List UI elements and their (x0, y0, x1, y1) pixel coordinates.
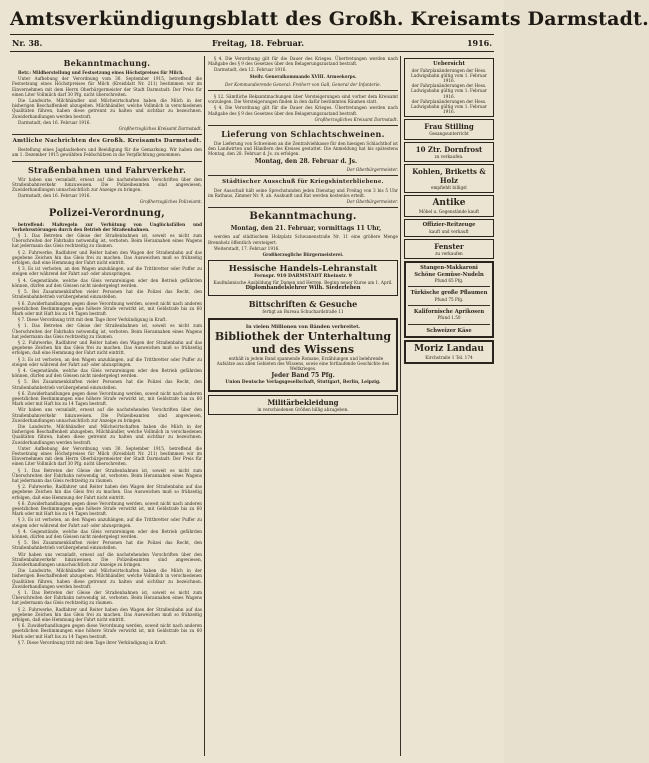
ad-text: in verschiedenen Größen billig abzugeben. (257, 407, 349, 413)
heading-kriegshinterbliebene: Städtischer Ausschuß für Kriegshinterbliebene. (222, 178, 384, 185)
ordinance-paragraph: § 2. Fuhrwerke, Radfahrer und Reiter haben den Wagen der Straßenbahn auf das gegebene Zeichen hin das Gleis frei zu machen. Das Ausweichen muß so frühzeitig erfolgen, daß eine Hemmung der Fahrt nicht eintritt. (12, 249, 202, 266)
divider (208, 90, 398, 91)
column-divider-2 (400, 56, 401, 756)
ad-text: kauft und verkauft (429, 228, 469, 234)
ordinance-paragraph: Wir haben uns veranlaßt, erneut auf die nachstehenden Vorschriften über den Straßenbahnverkehr hinzuweisen. Die Polizeibeamten sind angewiesen, Zuwiderhandlungen unnachsichtlich zur Anzeige zu bringen. (12, 551, 202, 568)
notice-paragraph: § 4. Die Verordnung gilt für die Dauer des Krieges. Übertretungen werden nach Maßgabe des § 9 des Gesetzes über den Belagerungszustand bestraft. (208, 56, 398, 67)
ordinance-paragraph: § 5. Bei Zusammenkünften vieler Personen hat die Polizei das Recht, den Straßenbahnbetrieb vorübergehend einzustellen. (12, 540, 202, 551)
ad-antike (404, 195, 494, 217)
ad-handels-lehranstalt (208, 260, 398, 296)
ordinance-paragraph: § 6. Zuwiderhandlungen gegen diese Verordnung werden, soweit nicht nach anderen gesetzlichen Bestimmungen eine höhere Strafe verwirkt ist, mit Geldstrafe bis zu 60 Mark oder mit Haft bis zu 14 Tagen bestraft. (12, 390, 202, 407)
ad-title: Türkische große Pflaumen (410, 290, 488, 297)
ad-text: enthält in jedem Band spannende Romane, Erzählungen und belehrende Aufsätze aus allen Gebieten des Wissens, sowie eine fortlaufende Geschichte des Weltkrieges. (216, 355, 390, 372)
divider (12, 161, 202, 162)
ad-text: der Fahrplanänderungen der Hess. Ludwigsbahn gültig vom 1. Februar 1916. (410, 83, 488, 99)
column-3 (404, 56, 494, 756)
ad-price: Pfund 1.50 (437, 315, 461, 321)
ad-text: Möbel u. Gegenstände kauft (418, 208, 480, 214)
ad-title: 10 Ztr. Dornfrost (415, 144, 483, 154)
divider (12, 134, 202, 135)
notice-signature-sub: Der Kommandierende General: Freiherr von Gall, General der Infanterie. (225, 81, 381, 87)
issue-date: Freitag, 18. Februar. (212, 38, 305, 48)
ad-title: Militärbekleidung (267, 398, 339, 408)
notice-date: Weiterstadt, 17. Februar 1916. (214, 245, 280, 251)
notice-signature: Der Oberbürgermeister. (346, 166, 398, 172)
ad-title: Hessische Handels-Lehranstalt (228, 264, 378, 275)
ad-moriz-landau (404, 340, 494, 364)
ad-kohlen (404, 164, 494, 193)
ordinance-paragraph: § 5. Bei Zusammenkünften vieler Personen hat die Polizei das Recht, den Straßenbahnbetrieb vorübergehend einzustellen. (12, 289, 202, 300)
notice-date: Darmstadt, den 16. Februar 1916. (18, 193, 91, 199)
divider (208, 207, 398, 208)
ad-text: der Fahrplanänderungen der Hess. Ludwigsbahn gültig vom 1. Februar 1916. (410, 98, 488, 115)
column-divider-1 (204, 56, 205, 756)
ordinance-paragraph: § 4. Gegenstände, welche das Gleis verunreinigen oder den Betrieb gefährden können, dürfen auf den Gleisen nicht niedergelegt werden. (12, 367, 202, 379)
notice-paragraph: Wir haben uns veranlaßt, erneut auf die nachstehenden Vorschriften über den Straßenbahnverkehr hinzuweisen. Die Polizeibeamten sind angewiesen, Zuwiderhandlungen unnachsichtlich zur Anzeige zu bringen. (12, 176, 202, 193)
ad-title: Schweizer Käse (426, 327, 472, 334)
masthead-rule-bottom (10, 51, 494, 52)
issue-line (12, 38, 492, 50)
ad-title: Kohlen, Briketts & Holz (412, 166, 486, 185)
ordinance-paragraph: § 7. Diese Verordnung tritt mit dem Tage ihrer Verkündigung in Kraft. (18, 317, 167, 323)
ordinance-paragraph: § 4. Gegenstände, welche das Gleis verunreinigen oder den Betrieb gefährden können, dürfen auf den Gleisen nicht niedergelegt werden. (12, 528, 202, 540)
ad-offizier-reitzeuge (404, 219, 494, 237)
ad-text: empfiehlt billigst (430, 184, 467, 190)
masthead-rule-top (10, 34, 494, 35)
ordinance-paragraph: § 1. Das Betreten der Gleise der Straßenbahnen ist, soweit es nicht zum Überschreiten der Fahrbahn notwendig ist, verboten. Beim Herannahen eines Wagens hat jedermann das Gleis rechtzeitig zu räumen. (12, 590, 202, 606)
ordinance-paragraph: § 4. Gegenstände, welche das Gleis verunreinigen oder den Betrieb gefährden können, dürfen auf den Gleisen nicht niedergelegt werden. (12, 277, 202, 288)
ad-text: Kirchstraße 1 Tel. 174 (425, 355, 473, 361)
ad-title: Offizier-Reitzeuge (422, 222, 476, 229)
ordinance-paragraph: § 6. Zuwiderhandlungen gegen diese Verordnung werden, soweit nicht nach anderen gesetzlichen Bestimmungen eine höhere Strafe verwirkt ist, mit Geldstrafe bis zu 60 Mark oder mit Haft bis zu 14 Tagen bestraft. (12, 500, 202, 517)
notice-signature: Stellv. Generalkommando XVIII. Armeekorps. (249, 73, 357, 79)
notice-signature: Großherzogliches Kreisamt Darmstadt. (314, 116, 398, 122)
ad-text: zu verkaufen. (434, 153, 464, 159)
notice-paragraph: § 4. Die Verordnung gilt für die Dauer des Krieges. Übertretungen werden nach Maßgabe des § 9 des Gesetzes über den Belagerungszustand bestraft. (208, 105, 398, 116)
ad-text: fertigt an Bureau Schuchardstraße 11 (262, 309, 344, 315)
notice-subject: Betr.: Mildherstellung und Festsetzung eines Höchstpreises für Milch. (18, 70, 184, 75)
column-1 (12, 56, 202, 756)
ad-title: Bittschriften & Gesuche (248, 299, 358, 310)
ad-makkaroni (404, 261, 494, 338)
notice-paragraph: § 12. Sämtliche Bekanntmachungen über Versteigerungen sind vorher dem Kreisamt vorzulegen. Die Versteigerungen finden in den dafür bestimmten Räumen statt. (208, 94, 398, 105)
ad-price: Pfund 75 Pfg. (434, 296, 464, 302)
ad-text: der Fahrplanänderungen der Hess. Ludwigsbahn gültig vom 1. Februar 1916. (410, 67, 488, 83)
heading-amtliche-nachrichten: Amtliche Nachrichten des Großh. Kreisamts Darmstadt. (12, 138, 202, 145)
ordinance-paragraph: § 3. Es ist verboten, an den Wagen anzuhängen, auf die Trittbretter oder Puffer zu steigen oder während der Fahrt auf- oder abzuspringen. (12, 266, 202, 277)
issue-number: Nr. 38. (12, 38, 43, 48)
ad-bittschriften (208, 299, 398, 314)
ad-title: Fenster (434, 241, 464, 251)
notice-paragraph: Die Landwirte, Milchhändler und Milchwirtschaften haben die Milch in der bisherigen Beschaffenheit abzugeben. Milchhändler, welche Vollmilch in verschiedenen Qualitäten führen, haben diese getrennt zu halten und sichtbar zu bezeichnen. Zuwiderhandlungen werden bestraft. (12, 98, 202, 119)
notice-signature: Großherzogliche Bürgermeisterei. (262, 252, 344, 258)
ad-contact: Fernspr. 910 DARMSTADT Rheinstr. 9 (254, 274, 352, 280)
notice-paragraph: Die Lieferung von Schweinen an die Zentralviehkasse für den hiesigen Schlachthof ist den Landwirten und Händlern des Kreises gestattet. Die Anmeldung hat bis spätestens Montag, den 28. Februar d. Js. zu erfolgen. (208, 141, 398, 157)
ad-header: In vielen Millionen von Bänden verbreitet. (245, 323, 361, 330)
ordinance-paragraph: Wir haben uns veranlaßt, erneut auf die nachstehenden Vorschriften über den Straßenbahnverkehr hinzuweisen. Die Polizeibeamten sind angewiesen, Zuwiderhandlungen unnachsichtlich zur Anzeige zu bringen. (12, 407, 202, 423)
issue-year: 1916. (466, 38, 492, 48)
ordinance-paragraph: § 7. Diese Verordnung tritt mit dem Tage ihrer Verkündigung in Kraft. (18, 639, 167, 645)
masthead-title: Amtsverkündigungsblatt des Großh. Kreisamts Darmstadt. (10, 8, 649, 30)
notice-paragraph: Unter Aufhebung der Verordnung vom 30. September 1915, betreffend die Festsetzung eines Höchstpreises für Milch (Kreisblatt Nr. 211) bestimmen wir im Einvernehmen mit dem Herrn Oberbürgermeister der Stadt Darmstadt: Der Preis für einen Liter Vollmilch darf 30 Pfg. nicht überschreiten. (12, 76, 202, 97)
auction-date: Montag, den 21. Februar, vormittags 11 Uhr, (230, 225, 382, 233)
ordinance-paragraph: § 2. Fuhrwerke, Radfahrer und Reiter haben den Wagen der Straßenbahn auf das gegebene Zeichen hin das Gleis frei zu machen. Das Ausweichen muß so frühzeitig erfolgen, daß eine Hemmung der Fahrt nicht eintritt. (12, 339, 202, 356)
ordinance-paragraph: Unter Aufhebung der Verordnung vom 30. September 1915, betreffend die Festsetzung eines Höchstpreises für Milch (Kreisblatt Nr. 211) bestimmen wir im Einvernehmen mit dem Herrn Oberbürgermeister der Stadt Darmstadt: Der Preis für einen Liter Vollmilch darf 30 Pfg. nicht überschreiten. (12, 445, 202, 467)
ad-title: Stangen-Makkaroni (420, 265, 478, 272)
divider (208, 175, 398, 176)
column-2 (208, 56, 398, 756)
ordinance-paragraph: § 1. Das Betreten der Gleise der Straßenbahnen ist, soweit es nicht zum Überschreiten der Fahrbahn notwendig ist, verboten. Beim Herannahen eines Wagens hat jedermann das Gleis rechtzeitig zu räumen. (12, 467, 202, 483)
notice-signature: Der Oberbürgermeister. (346, 199, 398, 205)
ordinance-paragraph: § 5. Bei Zusammenkünften vieler Personen hat die Polizei das Recht, den Straßenbahnbetrieb vorübergehend einzustellen. (12, 379, 202, 390)
ad-publisher: Union Deutsche Verlagsgesellschaft, Stuttgart, Berlin, Leipzig. (225, 380, 381, 386)
ad-price: Jeder Band 75 Pfg. (271, 372, 335, 380)
ad-price: Pfund 65 Pfg. (434, 278, 464, 284)
ad-frau-stilling (404, 119, 494, 139)
ordinance-paragraph: § 1. Das Betreten der Gleise der Straßenbahnen ist, soweit es nicht zum Überschreiten der Fahrbahn notwendig ist, verboten. Beim Herannahen eines Wagens hat jedermann das Gleis rechtzeitig zu räumen. (12, 233, 202, 249)
notice-deadline: Montag, den 28. Februar d. Js. (254, 157, 358, 165)
notice-paragraph: Der Ausschuß hält seine Sprechstunden jeden Dienstag und Freitag von 3 bis 5 Uhr im Rathaus, Zimmer Nr. 9, ab. Auskunft und Rat werden kostenlos erteilt. (208, 187, 398, 199)
ordinance-paragraph: § 2. Fuhrwerke, Radfahrer und Reiter haben den Wagen der Straßenbahn auf das gegebene Zeichen hin das Gleis frei zu machen. Das Ausweichen muß so frühzeitig erfolgen, daß eine Hemmung der Fahrt nicht eintritt. (12, 484, 202, 500)
ad-text: Gesangsunterricht (429, 131, 469, 137)
divider (408, 305, 490, 306)
ad-dornfrost (404, 142, 494, 162)
ad-title: Antike (432, 197, 466, 208)
ad-title: Uebersicht (433, 61, 465, 67)
notice-date: Darmstadt, den 16. Februar 1916. (18, 119, 91, 125)
heading-schlachtschweine: Lieferung von Schlachtschweinen. (221, 129, 385, 140)
ad-militaerbekleidung (208, 395, 398, 415)
ad-title: Frau Stilling (424, 122, 474, 132)
heading-strassenbahnen: Straßenbahnen und Fahrverkehr. (27, 164, 187, 175)
notice-signature: Großherzogliches Kreisamt Darmstadt. (118, 126, 202, 132)
ad-title: Moriz Landau (414, 344, 484, 355)
ordinance-paragraph: Die Landwirte, Milchhändler und Milchwirtschaften haben die Milch in der bisherigen Beschaffenheit abzugeben. Milchhändler, welche Vollmilch in verschiedenen Qualitäten führen, haben diese getrennt zu halten und sichtbar zu bezeichnen. Zuwiderhandlungen werden bestraft. (12, 423, 202, 445)
divider (408, 286, 490, 287)
ordinance-paragraph: § 6. Zuwiderhandlungen gegen diese Verordnung werden, soweit nicht nach anderen gesetzlichen Bestimmungen eine höhere Strafe verwirkt ist, mit Geldstrafe bis zu 60 Mark oder mit Haft bis zu 14 Tagen bestraft. (12, 300, 202, 316)
ordinance-paragraph: § 2. Fuhrwerke, Radfahrer und Reiter haben den Wagen der Straßenbahn auf das gegebene Zeichen hin das Gleis frei zu machen. Das Ausweichen muß so frühzeitig erfolgen, daß eine Hemmung der Fahrt nicht eintritt. (12, 606, 202, 623)
ordinance-paragraph: § 6. Zuwiderhandlungen gegen diese Verordnung werden, soweit nicht nach anderen gesetzlichen Bestimmungen eine höhere Strafe verwirkt ist, mit Geldstrafe bis zu 60 Mark oder mit Haft bis zu 14 Tagen bestraft. (12, 623, 202, 639)
heading-bekanntmachung-1: Bekanntmachung. (63, 58, 151, 68)
ad-subtitle: Schöne Gemüse-Nudeln (414, 271, 484, 278)
ad-fenster (404, 239, 494, 259)
heading-polizei-verordnung: Polizei-Verordnung, (48, 207, 166, 219)
ordinance-subject: betreffend: Maßregeln zur Verhütung von Unglücksfällen und Verkehrsstörungen durch den Betrieb der Straßenbahnen. (12, 221, 202, 232)
ad-owner: Diplomhandelslehrer Wilh. Siederleben (245, 285, 361, 292)
notice-date: Darmstadt, den 12. Februar 1916. (214, 67, 287, 73)
notice-paragraph: werden auf städtischem Holzplatz Schwanenstraße Nr. 11 eine größere Menge Brennholz öffentlich versteigert. (208, 234, 398, 245)
ad-bibliothek (208, 318, 398, 393)
ad-uebersicht (404, 58, 494, 117)
ad-title: Bibliothek der Unterhaltung und des Wissens (214, 329, 392, 356)
notice-signature: Großherzogliches Polizeiamt. (139, 199, 202, 205)
ordinance-paragraph: § 3. Es ist verboten, an den Wagen anzuhängen, auf die Trittbretter oder Puffer zu steigen oder während der Fahrt auf- oder abzuspringen. (12, 517, 202, 528)
ordinance-paragraph: § 3. Es ist verboten, an den Wagen anzuhängen, auf die Trittbretter oder Puffer zu steigen oder während der Fahrt auf- oder abzuspringen. (12, 356, 202, 367)
divider (408, 324, 490, 325)
heading-bekanntmachung-2: Bekanntmachung. (249, 211, 357, 223)
notice-paragraph: Bestellung eines Jagdaufsehers und Beeidigung für die Gemarkung. Wir haben den am 1. Dezember 1915 gewählten Feldschützen in die Verpflichtung genommen. (12, 147, 202, 158)
divider (208, 125, 398, 126)
ordinance-paragraph: Die Landwirte, Milchhändler und Milchwirtschaften haben die Milch in der bisherigen Beschaffenheit abzugeben. Milchhändler, welche Vollmilch in verschiedenen Qualitäten führen, haben diese getrennt zu halten und sichtbar zu bezeichnen. Zuwiderhandlungen werden bestraft. (12, 568, 202, 589)
ordinance-paragraph: § 1. Das Betreten der Gleise der Straßenbahnen ist, soweit es nicht zum Überschreiten der Fahrbahn notwendig ist, verboten. Beim Herannahen eines Wagens hat jedermann das Gleis rechtzeitig zu räumen. (12, 323, 202, 339)
ad-title: Kalifornische Aprikosen (413, 308, 485, 315)
ad-text: zu verkaufen (435, 250, 463, 256)
ad-text: Kaufmännische Ausbildung für Damen und Herren. Beginn neuer Kurse am 1. April. (213, 280, 393, 286)
